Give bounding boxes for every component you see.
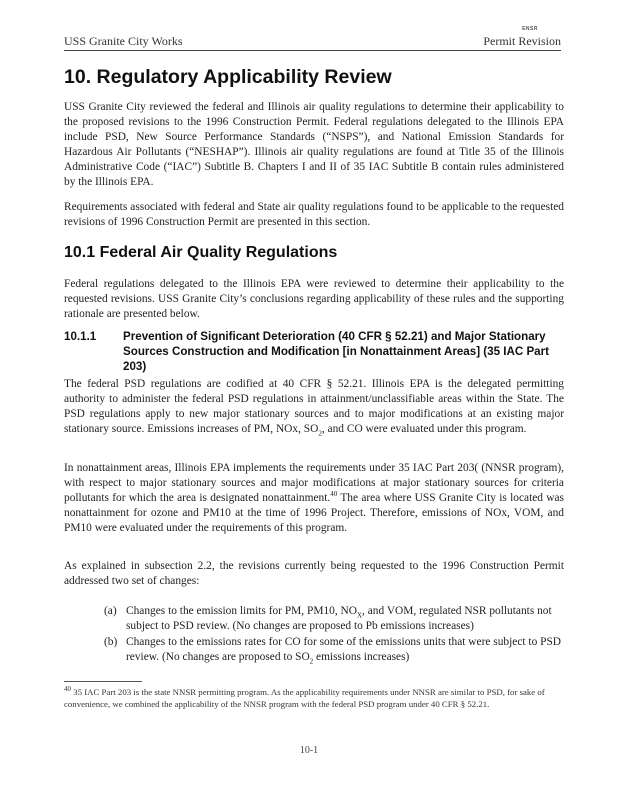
footnote-text: 35 IAC Part 203 is the state NNSR permitting program. As the applicability requirements under NNSR are similar to PSD, for sake of convenience, we combined the applicability of the NNSR program with the federal PSD program under 40 CFR § 52.21.	[64, 687, 545, 709]
subsection-heading: 10.1 Federal Air Quality Regulations	[64, 244, 338, 261]
nnsr-text-a: In nonattainment areas, Illinois EPA implements the requirements under 35 IAC Part 203( (NNSR program), with respect to major stationary sources and major modifications at major stationary sources for criteria pollutants for which the area is designated nonattainment.	[64, 462, 564, 504]
so2-subscript: 2	[318, 429, 322, 438]
changes-list	[104, 604, 562, 666]
list-item	[104, 635, 562, 665]
intro-paragraph-1: USS Granite City reviewed the federal and Illinois air quality regulations to determine their applicability to the proposed revisions to the 1996 Construction Permit. Federal regulations delegated to the Illinois EPA include PSD, New Source Performance Standards (“NSPS”), and National Emission Standards for Hazardous Air Pollutants (“NESHAP”). Illinois air quality regulations are found at Title 35 of the Illinois Administrative Code (“IAC”) Subtitle B. Chapters I and II of 35 IAC Subtitle B contain rules administered by the Illinois EPA.	[64, 101, 564, 188]
company-logo: ENSR	[522, 26, 538, 32]
section-heading: 10. Regulatory Applicability Review	[64, 66, 392, 88]
psd-text-b: , and CO were evaluated under this program.	[321, 423, 527, 435]
psd-text-a: The federal PSD regulations are codified at 40 CFR § 52.21. Illinois EPA is the delegated permitting authority to administer the federal PSD regulations in attainment/unclassifiable areas within the State. The PSD regulations apply to new major stationary sources and to major modifications at an existing major stationary source. Emissions increases of PM, NOx, SO	[64, 378, 564, 435]
footnote-divider	[64, 681, 142, 682]
list-item-text-b: emissions increases)	[313, 651, 410, 663]
header-divider	[64, 50, 561, 51]
nnsr-text-b: The area where USS Granite City is located was nonattainment for ozone and PM10 at the time of 1996 Project. Therefore, emissions of NOx, VOM, and PM10 were evaluated under the requirements of this program.	[64, 492, 564, 534]
subsection-paragraph: Federal regulations delegated to the Illinois EPA were reviewed to determine their applicability to the requested revisions. USS Granite City’s conclusions regarding applicability of these rules and the supporting rationale are presented below.	[64, 278, 564, 320]
so2-subscript: 2	[309, 657, 314, 666]
list-marker: (b)	[104, 636, 118, 648]
nnsr-paragraph	[64, 461, 564, 536]
psd-paragraph	[64, 377, 564, 437]
page-number: 10-1	[299, 745, 319, 756]
subsubsection-number: 10.1.1	[64, 330, 97, 343]
footnote	[64, 687, 560, 710]
subsubsection-title: Prevention of Significant Deterioration (40 CFR § 52.21) and Major Stationary Sources Construction and Modification [in Nonattainment Areas] (35 IAC Part 203)	[123, 330, 550, 373]
intro-paragraph-2: Requirements associated with federal and State air quality regulations found to be applicable to the requested revisions of 1996 Construction Permit are presented in this section.	[64, 201, 564, 228]
header-title-right: Permit Revision	[483, 34, 561, 48]
list-item-text-a: Changes to the emissions rates for CO for some of the emissions units that were subject to PSD review. (No changes are proposed to SO	[126, 636, 562, 663]
header-title-left: USS Granite City Works	[64, 34, 183, 48]
footnote-number: 40	[64, 685, 71, 694]
list-item-text-b: , and VOM, regulated NSR pollutants not subject to PSD review. (No changes are proposed to Pb emissions increases)	[126, 605, 552, 632]
nox-subscript: X	[356, 611, 363, 620]
footnote-reference[interactable]: 40	[330, 490, 338, 499]
list-item-text-a: Changes to the emission limits for PM, PM10, NO	[126, 605, 357, 617]
list-marker: (a)	[104, 605, 117, 617]
changes-intro-paragraph: As explained in subsection 2.2, the revisions currently being requested to the 1996 Construction Permit addressed two set of changes:	[64, 560, 564, 587]
list-item	[104, 604, 562, 634]
